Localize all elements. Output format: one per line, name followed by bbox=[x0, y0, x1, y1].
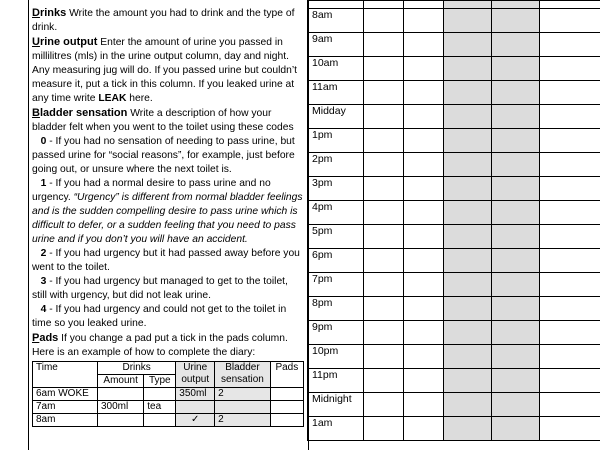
entry-cell[interactable] bbox=[492, 1, 540, 9]
drinks-instructions: Drinks Write the amount you had to drink and the type of drink. bbox=[32, 7, 295, 33]
entry-cell[interactable] bbox=[364, 321, 404, 345]
entry-cell[interactable] bbox=[492, 417, 540, 441]
entry-cell[interactable] bbox=[444, 321, 492, 345]
entry-cell[interactable] bbox=[492, 369, 540, 393]
diary-row bbox=[308, 201, 600, 225]
diary-grid bbox=[307, 0, 600, 450]
diary-row bbox=[308, 321, 600, 345]
entry-cell[interactable] bbox=[404, 33, 444, 57]
entry-cell[interactable] bbox=[444, 225, 492, 249]
diary-table bbox=[307, 0, 600, 441]
entry-cell[interactable] bbox=[364, 9, 404, 33]
entry-cell[interactable] bbox=[404, 225, 444, 249]
example-table bbox=[32, 361, 304, 427]
diary-row bbox=[308, 33, 600, 57]
entry-cell[interactable] bbox=[444, 33, 492, 57]
entry-cell[interactable] bbox=[404, 81, 444, 105]
time-cell: 5pm bbox=[308, 225, 364, 249]
entry-cell[interactable] bbox=[492, 129, 540, 153]
time-cell: 4pm bbox=[308, 201, 364, 225]
entry-cell[interactable] bbox=[492, 81, 540, 105]
table-row: 7am 300ml tea bbox=[33, 401, 304, 414]
bladder-sensation-heading: Bladder sensation bbox=[32, 107, 128, 119]
entry-cell[interactable] bbox=[492, 273, 540, 297]
entry-cell[interactable] bbox=[364, 297, 404, 321]
time-cell: 3pm bbox=[308, 177, 364, 201]
entry-cell[interactable] bbox=[444, 129, 492, 153]
diary-row bbox=[308, 393, 600, 417]
entry-cell[interactable] bbox=[540, 297, 600, 321]
code-0: 0 - If you had no sensation of needing to pass urine, but passed urine for “social reasons”, for example, just before going out, or unsure where the next toilet is. bbox=[32, 136, 295, 175]
time-cell: 2pm bbox=[308, 153, 364, 177]
header-drinks: Drinks bbox=[98, 362, 176, 375]
entry-cell[interactable] bbox=[404, 345, 444, 369]
entry-cell[interactable] bbox=[540, 417, 600, 441]
time-cell: 11am bbox=[308, 81, 364, 105]
entry-cell[interactable] bbox=[540, 9, 600, 33]
entry-cell[interactable] bbox=[492, 393, 540, 417]
diary-row bbox=[308, 369, 600, 393]
entry-cell[interactable] bbox=[364, 201, 404, 225]
header-amount: Amount bbox=[98, 375, 144, 388]
urgency-definition: “Urgency” is different from normal bladder feelings and is the sudden compelling desire to pass urine which is difficult to defer, or a sudden feeling that you need to pass urine and if you don’t you will have an accident. bbox=[32, 192, 303, 245]
entry-cell[interactable] bbox=[404, 297, 444, 321]
entry-cell[interactable] bbox=[364, 105, 404, 129]
time-cell bbox=[308, 1, 364, 9]
entry-cell[interactable] bbox=[444, 201, 492, 225]
time-cell: 9am bbox=[308, 33, 364, 57]
time-cell: Midday bbox=[308, 105, 364, 129]
diary-row bbox=[308, 153, 600, 177]
entry-cell[interactable] bbox=[404, 273, 444, 297]
entry-cell[interactable] bbox=[492, 201, 540, 225]
entry-cell[interactable] bbox=[364, 57, 404, 81]
entry-cell[interactable] bbox=[444, 417, 492, 441]
entry-cell[interactable] bbox=[444, 153, 492, 177]
entry-cell[interactable] bbox=[364, 273, 404, 297]
code-2: 2 - If you had urgency but it had passed away before you went to the toilet. bbox=[32, 248, 300, 273]
time-cell: 10pm bbox=[308, 345, 364, 369]
entry-cell[interactable] bbox=[444, 249, 492, 273]
instructions-panel bbox=[28, 0, 309, 450]
entry-cell[interactable] bbox=[540, 177, 600, 201]
table-row: 8am ✓ 2 bbox=[33, 414, 304, 427]
example-header-row bbox=[33, 362, 304, 375]
bladder-sensation-instructions: Bladder sensation Write a description of how your bladder felt when you went to the toilet using these codes bbox=[32, 107, 294, 133]
entry-cell[interactable] bbox=[540, 393, 600, 417]
entry-cell[interactable] bbox=[540, 129, 600, 153]
entry-cell[interactable] bbox=[364, 81, 404, 105]
header-bladder-sensation: Bladder sensation bbox=[215, 362, 271, 388]
diary-row bbox=[308, 297, 600, 321]
entry-cell[interactable] bbox=[404, 369, 444, 393]
entry-cell[interactable] bbox=[540, 153, 600, 177]
code-3: 3 - If you had urgency but managed to get to the toilet, still with urgency, but did not leak urine. bbox=[32, 276, 288, 301]
entry-cell[interactable] bbox=[364, 393, 404, 417]
entry-cell[interactable] bbox=[492, 297, 540, 321]
time-cell: 9pm bbox=[308, 321, 364, 345]
time-cell: 10am bbox=[308, 57, 364, 81]
time-cell: 8am bbox=[308, 9, 364, 33]
entry-cell[interactable] bbox=[404, 57, 444, 81]
entry-cell[interactable] bbox=[364, 33, 404, 57]
leak-keyword: LEAK bbox=[98, 93, 127, 104]
pads-heading: Pads bbox=[32, 332, 59, 344]
time-cell: 7pm bbox=[308, 273, 364, 297]
time-cell: 1am bbox=[308, 417, 364, 441]
entry-cell[interactable] bbox=[364, 177, 404, 201]
entry-cell[interactable] bbox=[404, 129, 444, 153]
entry-cell[interactable] bbox=[404, 249, 444, 273]
entry-cell[interactable] bbox=[540, 321, 600, 345]
diary-row bbox=[308, 129, 600, 153]
diary-row bbox=[308, 345, 600, 369]
diary-row bbox=[308, 57, 600, 81]
entry-cell[interactable] bbox=[540, 273, 600, 297]
entry-cell[interactable] bbox=[540, 345, 600, 369]
entry-cell[interactable] bbox=[540, 33, 600, 57]
diary-row bbox=[308, 9, 600, 33]
entry-cell[interactable] bbox=[404, 1, 444, 9]
time-cell: 11pm bbox=[308, 369, 364, 393]
diary-row bbox=[308, 225, 600, 249]
diary-row bbox=[308, 417, 600, 441]
entry-cell[interactable] bbox=[364, 129, 404, 153]
entry-cell[interactable] bbox=[492, 177, 540, 201]
entry-cell[interactable] bbox=[492, 249, 540, 273]
entry-cell[interactable] bbox=[404, 9, 444, 33]
diary-row bbox=[308, 249, 600, 273]
time-cell: Midnight bbox=[308, 393, 364, 417]
entry-cell[interactable] bbox=[540, 369, 600, 393]
entry-cell[interactable] bbox=[444, 297, 492, 321]
entry-cell[interactable] bbox=[444, 9, 492, 33]
urine-output-instructions: Urine output Enter the amount of urine you passed in millilitres (mls) in the urine output column, day and night. Any measuring jug will do. If you passed urine but couldn’t measure it, put a tick in this column. If you leaked urine at any time write LEAK here. bbox=[32, 36, 298, 104]
entry-cell[interactable] bbox=[444, 1, 492, 9]
header-time: Time bbox=[33, 362, 98, 388]
entry-cell[interactable] bbox=[492, 225, 540, 249]
entry-cell[interactable] bbox=[444, 393, 492, 417]
entry-cell[interactable] bbox=[444, 369, 492, 393]
entry-cell[interactable] bbox=[492, 105, 540, 129]
entry-cell[interactable] bbox=[540, 81, 600, 105]
entry-cell[interactable] bbox=[404, 417, 444, 441]
header-urine-output: Urine output bbox=[176, 362, 215, 388]
entry-cell[interactable] bbox=[364, 1, 404, 9]
entry-cell[interactable] bbox=[364, 369, 404, 393]
diary-top-row bbox=[308, 1, 600, 9]
example-intro: Here is an example of how to complete the diary: bbox=[32, 347, 256, 358]
drinks-heading: Drinks bbox=[32, 7, 67, 19]
entry-cell[interactable] bbox=[364, 225, 404, 249]
entry-cell[interactable] bbox=[444, 273, 492, 297]
entry-cell[interactable] bbox=[444, 81, 492, 105]
entry-cell[interactable] bbox=[540, 225, 600, 249]
diary-row bbox=[308, 273, 600, 297]
entry-cell[interactable] bbox=[404, 105, 444, 129]
entry-cell[interactable] bbox=[444, 105, 492, 129]
urine-output-heading: Urine output bbox=[32, 36, 98, 48]
entry-cell[interactable] bbox=[540, 1, 600, 9]
entry-cell[interactable] bbox=[540, 105, 600, 129]
diary-row bbox=[308, 81, 600, 105]
entry-cell[interactable] bbox=[492, 33, 540, 57]
diary-row bbox=[308, 105, 600, 129]
entry-cell[interactable] bbox=[492, 9, 540, 33]
entry-cell[interactable] bbox=[540, 201, 600, 225]
entry-cell[interactable] bbox=[404, 153, 444, 177]
entry-cell[interactable] bbox=[444, 345, 492, 369]
pads-instructions: Pads If you change a pad put a tick in the pads column. bbox=[32, 332, 288, 344]
entry-cell[interactable] bbox=[404, 393, 444, 417]
entry-cell[interactable] bbox=[492, 321, 540, 345]
time-cell: 6pm bbox=[308, 249, 364, 273]
entry-cell[interactable] bbox=[404, 177, 444, 201]
entry-cell[interactable] bbox=[364, 417, 404, 441]
entry-cell[interactable] bbox=[364, 345, 404, 369]
entry-cell[interactable] bbox=[364, 153, 404, 177]
time-cell: 1pm bbox=[308, 129, 364, 153]
entry-cell[interactable] bbox=[540, 249, 600, 273]
table-row: 6am WOKE 350ml 2 bbox=[33, 388, 304, 401]
entry-cell[interactable] bbox=[540, 57, 600, 81]
time-cell: 8pm bbox=[308, 297, 364, 321]
entry-cell[interactable] bbox=[492, 345, 540, 369]
entry-cell[interactable] bbox=[492, 153, 540, 177]
entry-cell[interactable] bbox=[404, 321, 444, 345]
code-1: 1 - If you had a normal desire to pass urine and no urgency. “Urgency” is different from normal bladder feelings and is the sudden compelling desire to pass urine which is difficult to defer, or a sudden feeling that you need to pass urine and if you don’t you will have an accident. bbox=[32, 178, 303, 245]
header-type: Type bbox=[144, 375, 176, 388]
entry-cell[interactable] bbox=[364, 249, 404, 273]
entry-cell[interactable] bbox=[492, 57, 540, 81]
entry-cell[interactable] bbox=[444, 57, 492, 81]
code-4: 4 - If you had urgency and could not get to the toilet in time so you leaked urine. bbox=[32, 304, 287, 329]
header-pads: Pads bbox=[270, 362, 303, 388]
diary-row bbox=[308, 177, 600, 201]
entry-cell[interactable] bbox=[404, 201, 444, 225]
entry-cell[interactable] bbox=[444, 177, 492, 201]
